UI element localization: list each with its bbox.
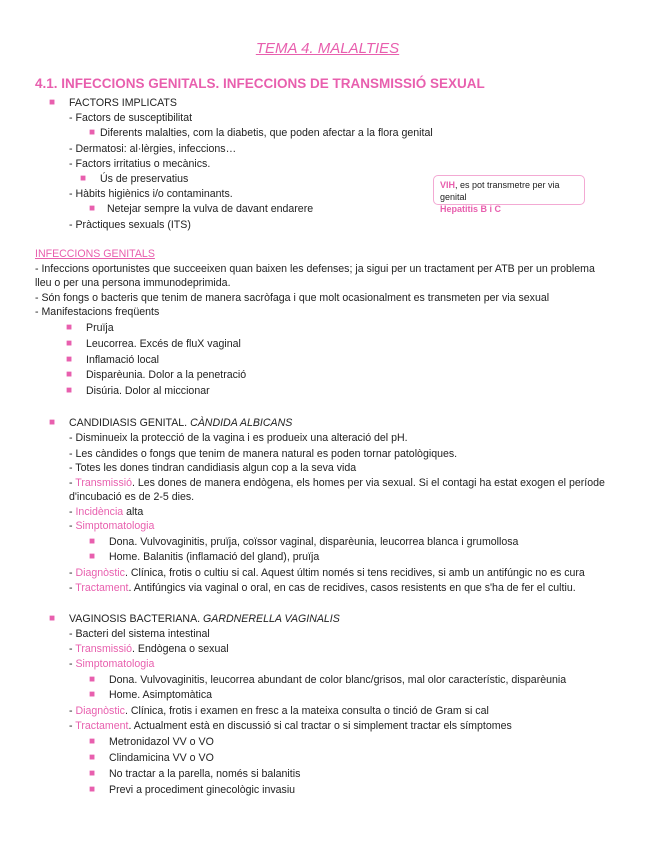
bullet: ■ xyxy=(66,338,73,349)
factors-line: - Factors de susceptibilitat xyxy=(69,112,193,124)
bullet: ■ xyxy=(89,768,96,779)
factors-line: - Pràctiques sexuals (ITS) xyxy=(69,219,191,231)
treatment-item: No tractar a la parella, només si balanitis xyxy=(109,768,301,780)
manifestation-item: Pruïja xyxy=(86,322,114,334)
key-term: Tractament xyxy=(75,720,129,732)
bullet: ■ xyxy=(66,354,73,365)
vaginosis-subline: Home. Asimptomàtica xyxy=(109,689,213,701)
bullet: ■ xyxy=(89,203,96,214)
factors-line: - Dermatosi: al·lèrgies, infeccions… xyxy=(69,143,237,155)
bullet: ■ xyxy=(66,369,73,380)
bullet: ■ xyxy=(89,536,96,547)
manifestation-item: Disúria. Dolor al miccionar xyxy=(86,385,210,397)
manifestation-item: Leucorrea. Excés de fluX vaginal xyxy=(86,338,241,350)
factors-line: - Hàbits higiènics i/o contaminants. xyxy=(69,188,233,200)
vaginosis-line: - Diagnòstic. Clínica, frotis i examen en fresc a la mateixa consulta o tinció de Gram si cal xyxy=(69,705,489,717)
key-term: Simptomatologia xyxy=(75,520,155,532)
side-note-line xyxy=(440,179,578,203)
candidiasis-line: - Incidència alta xyxy=(69,506,144,518)
candidiasis-subline: Dona. Vulvovaginitis, pruïja, coïssor vaginal, disparèunia, leucorrea blanca i grumollosa xyxy=(109,536,519,548)
vaginosis-line: - Tractament. Actualment està en discussió si cal tractar o si simplement tractar els símptomes xyxy=(69,720,512,732)
heading-text: VAGINOSIS BACTERIANA. xyxy=(69,613,204,625)
vaginosis-line: - Transmissió. Endògena o sexual xyxy=(69,643,229,655)
heading-italic: GARDNERELLA VAGINALIS xyxy=(203,613,340,625)
paragraph-line: - Manifestacions freqüents xyxy=(35,306,160,318)
heading-italic: CÀNDIDA ALBICANS xyxy=(190,417,293,429)
line-text: . Endògena o sexual xyxy=(132,643,229,655)
heading-text: CANDIDIASIS GENITAL. xyxy=(69,417,191,429)
vaginosis-line: - Bacteri del sistema intestinal xyxy=(69,628,210,640)
line-text: . Clínica, frotis i examen en fresc a la mateixa consulta o tinció de Gram si cal xyxy=(124,705,489,717)
side-note xyxy=(433,175,585,214)
treatment-item: Metronidazol VV o VO xyxy=(109,736,214,748)
candidiasis-line: - Simptomatologia xyxy=(69,520,155,532)
candidiasis-line: - Transmissió. Les dones de manera endògena, els homes per via sexual. Si el contagi ha estat exogen el període xyxy=(69,477,605,489)
manifestation-item: Inflamació local xyxy=(86,354,160,366)
side-note-line: Hepatitis B i C xyxy=(440,204,502,214)
bullet: ■ xyxy=(49,97,56,108)
candidiasis-line: - Les càndides o fongs que tenim de manera natural es poden tornar patològiques. xyxy=(69,448,458,460)
candidiasis-line: - Tractament. Antifúngics via vaginal o oral, en cas de recidives, casos resistents en que s'ha de fer el cultiu. xyxy=(69,582,576,594)
page-title: TEMA 4. MALALTIES xyxy=(255,40,400,57)
bullet: ■ xyxy=(89,752,96,763)
bullet: ■ xyxy=(66,385,73,396)
key-term: Tractament xyxy=(75,582,129,594)
candidiasis-heading xyxy=(69,417,292,430)
manifestation-item: Disparèunia. Dolor a la penetració xyxy=(86,369,247,381)
bullet: ■ xyxy=(49,613,56,624)
bullet: ■ xyxy=(89,689,96,700)
vaginosis-heading xyxy=(69,613,340,626)
treatment-item: Clindamicina VV o VO xyxy=(109,752,214,764)
line-text: alta xyxy=(123,506,144,518)
key-term: Diagnòstic xyxy=(75,567,125,579)
factors-subline: Diferents malalties, com la diabetis, que poden afectar a la flora genital xyxy=(100,127,433,139)
side-note-key: VIH xyxy=(440,180,456,190)
bullet: ■ xyxy=(89,551,96,562)
side-note-text: , es pot transmetre per via genital xyxy=(440,180,560,202)
key-term: Diagnòstic xyxy=(75,705,125,717)
factors-subline: Netejar sempre la vulva de davant endarere xyxy=(107,203,314,215)
factors-heading: FACTORS IMPLICATS xyxy=(69,97,177,109)
bullet: ■ xyxy=(80,173,87,184)
line-text: . Clínica, frotis o cultiu si cal. Aquest últim només si tens recidives, si amb un antifúngic no es cura xyxy=(124,567,585,579)
line-text: . Actualment està en discussió si cal tractar o si simplement tractar els símptomes xyxy=(128,720,512,732)
factors-line: - Factors irritatius o mecànics. xyxy=(69,158,211,170)
candidiasis-line: d'incubació es de 2-5 dies. xyxy=(69,491,195,503)
bullet: ■ xyxy=(89,736,96,747)
bullet: ■ xyxy=(89,674,96,685)
subsection-heading: INFECCIONS GENITALS xyxy=(35,248,155,260)
factors-subline: Ús de preservatius xyxy=(100,173,189,185)
key-term: Incidència xyxy=(75,506,124,518)
candidiasis-subline: Home. Balanitis (inflamació del gland), pruïja xyxy=(109,551,320,563)
section-heading: 4.1. INFECCIONS GENITALS. INFECCIONS DE TRANSMISSIÓ SEXUAL xyxy=(35,76,485,91)
paragraph-line: - Infeccions oportunistes que succeeixen quan baixen les defenses; ja sigui per un tractament per ATB per un problema xyxy=(35,263,595,275)
treatment-item: Previ a procediment ginecològic invasiu xyxy=(109,784,296,796)
key-term: Transmissió xyxy=(75,477,132,489)
bullet: ■ xyxy=(49,417,56,428)
vaginosis-line: - Simptomatologia xyxy=(69,658,155,670)
candidiasis-line: - Diagnòstic. Clínica, frotis o cultiu si cal. Aquest últim només si tens recidives, si amb un antifúngic no es cura xyxy=(69,567,585,579)
paragraph-line: lleu o per una persona immunodeprimida. xyxy=(35,277,231,289)
bullet: ■ xyxy=(89,127,96,138)
candidiasis-line: - Disminueix la protecció de la vagina i es produeix una alteració del pH. xyxy=(69,432,408,444)
line-text: . Les dones de manera endògena, els homes per via sexual. Si el contagi ha estat exogen el període xyxy=(132,477,605,489)
key-term: Transmissió xyxy=(75,643,132,655)
bullet: ■ xyxy=(66,322,73,333)
paragraph-line: - Són fongs o bacteris que tenim de manera sacròfaga i que molt ocasionalment es transmeten per via sexual xyxy=(35,292,550,304)
line-text: . Antifúngics via vaginal o oral, en cas de recidives, casos resistents en que s'ha de fer el cultiu. xyxy=(128,582,576,594)
vaginosis-subline: Dona. Vulvovaginitis, leucorrea abundant de color blanc/grisos, mal olor característic, disparèunia xyxy=(109,674,567,686)
key-term: Simptomatologia xyxy=(75,658,155,670)
bullet: ■ xyxy=(89,784,96,795)
candidiasis-line: - Totes les dones tindran candidiasis algun cop a la seva vida xyxy=(69,462,357,474)
